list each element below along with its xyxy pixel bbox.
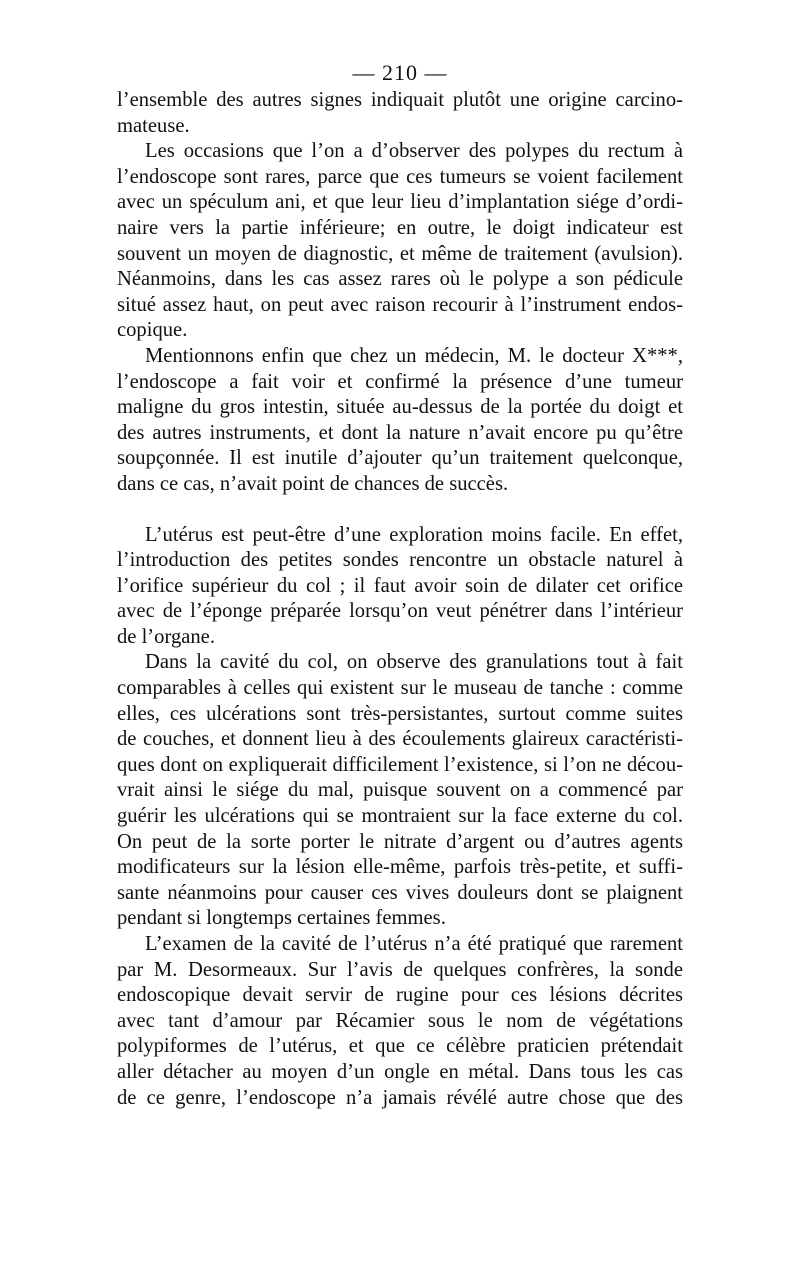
text-line: endoscopique devait servir de rugine pour ces lésions décrites <box>117 984 683 1007</box>
text-line: naire vers la partie inférieure; en outre, le doigt indicateur est <box>117 216 683 239</box>
text-line: avec de l’éponge préparée lorsqu’on veut pénétrer dans l’intérieur <box>117 600 683 623</box>
text-line: l’endoscope a fait voir et confirmé la présence d’une tumeur <box>117 370 683 393</box>
text-line: de couches, et donnent lieu à des écoulements glaireux caractéristi- <box>117 728 683 751</box>
text-line: Dans la cavité du col, on observe des granulations tout à fait <box>145 651 683 674</box>
text-line: soupçonnée. Il est inutile d’ajouter qu’un traitement quelconque, <box>117 447 683 470</box>
text-line: dans ce cas, n’avait point de chances de succès. <box>117 472 509 495</box>
text-line: sante néanmoins pour causer ces vives douleurs dont se plaignent <box>117 881 683 904</box>
text-line: L’examen de la cavité de l’utérus n’a été pratiqué que rarement <box>145 933 683 955</box>
section-gap <box>117 498 683 523</box>
text-line: copique. <box>117 319 188 342</box>
text-line: vrait ainsi le siége du mal, puisque souvent on a commencé par <box>117 779 683 802</box>
text-line: On peut de la sorte porter le nitrate d’argent ou d’autres agents <box>117 830 683 853</box>
text-line: avec un spéculum ani, et que leur lieu d’implantation siége d’ordi- <box>117 191 683 214</box>
paragraph-carcinomateuse <box>117 88 683 139</box>
page-number: — 210 — <box>352 60 448 85</box>
text-line: de ce genre, l’endoscope n’a jamais révélé autre chose que des <box>117 1086 683 1109</box>
text-line: pendant si longtemps certaines femmes. <box>117 907 446 930</box>
text-line: Néanmoins, dans les cas assez rares où le polype a son pédicule <box>117 268 683 291</box>
paragraph-polypes-rectum <box>117 139 683 344</box>
text-line: polypiformes de l’utérus, et que ce célèbre praticien prétendait <box>117 1035 683 1058</box>
text-line: Mentionnons enfin que chez un médecin, M. le docteur X***, <box>145 344 683 367</box>
text-line: elles, ces ulcérations sont très-persistantes, surtout comme suites <box>117 702 683 725</box>
text-line: ques dont on expliquerait difficilement l’existence, si l’on ne décou- <box>117 753 683 776</box>
paragraph-uterus-exploration <box>117 523 683 651</box>
text-line: des autres instruments, et dont la nature n’avait encore pu qu’être <box>117 421 683 444</box>
text-line: l’endoscope sont rares, parce que ces tumeurs se voient facilement <box>117 165 683 188</box>
text-line: guérir les ulcérations qui se montraient sur la face externe du col. <box>117 805 683 828</box>
text-line: avec tant d’amour par Récamier sous le nom de végétations <box>117 1009 683 1032</box>
text-line: par M. Desormeaux. Sur l’avis de quelques confrères, la sonde <box>117 958 683 981</box>
text-line: comparables à celles qui existent sur le museau de tanche : comme <box>117 677 683 700</box>
text-line: de l’organe. <box>117 625 215 648</box>
text-line: aller détacher au moyen d’un ongle en métal. Dans tous les cas <box>117 1060 683 1083</box>
text-line: maligne du gros intestin, située au-dessus de la portée du doigt et <box>117 396 683 419</box>
text-line: Les occasions que l’on a d’observer des polypes du rectum à <box>145 140 683 163</box>
text-line: souvent un moyen de diagnostic, et même de traitement (avulsion). <box>117 242 683 265</box>
paragraph-docteur-x <box>117 344 683 498</box>
text-line: modificateurs sur la lésion elle-même, parfois très-petite, et suffi- <box>117 856 683 879</box>
text-line: L’utérus est peut-être d’une exploration moins facile. En effet, <box>145 523 683 546</box>
page-body <box>117 88 683 1111</box>
text-line: l’orifice supérieur du col ; il faut avoir soin de dilater cet orifice <box>117 574 683 597</box>
paragraph-cavite-col <box>117 650 683 932</box>
text-line: l’ensemble des autres signes indiquait plutôt une origine carcino- <box>117 89 683 111</box>
text-line: mateuse. <box>117 114 190 137</box>
text-line: l’introduction des petites sondes rencontre un obstacle naturel à <box>117 549 683 572</box>
paragraph-examen-cavite <box>117 932 683 1111</box>
text-line: situé assez haut, on peut avec raison recourir à l’instrument endos- <box>117 293 683 316</box>
